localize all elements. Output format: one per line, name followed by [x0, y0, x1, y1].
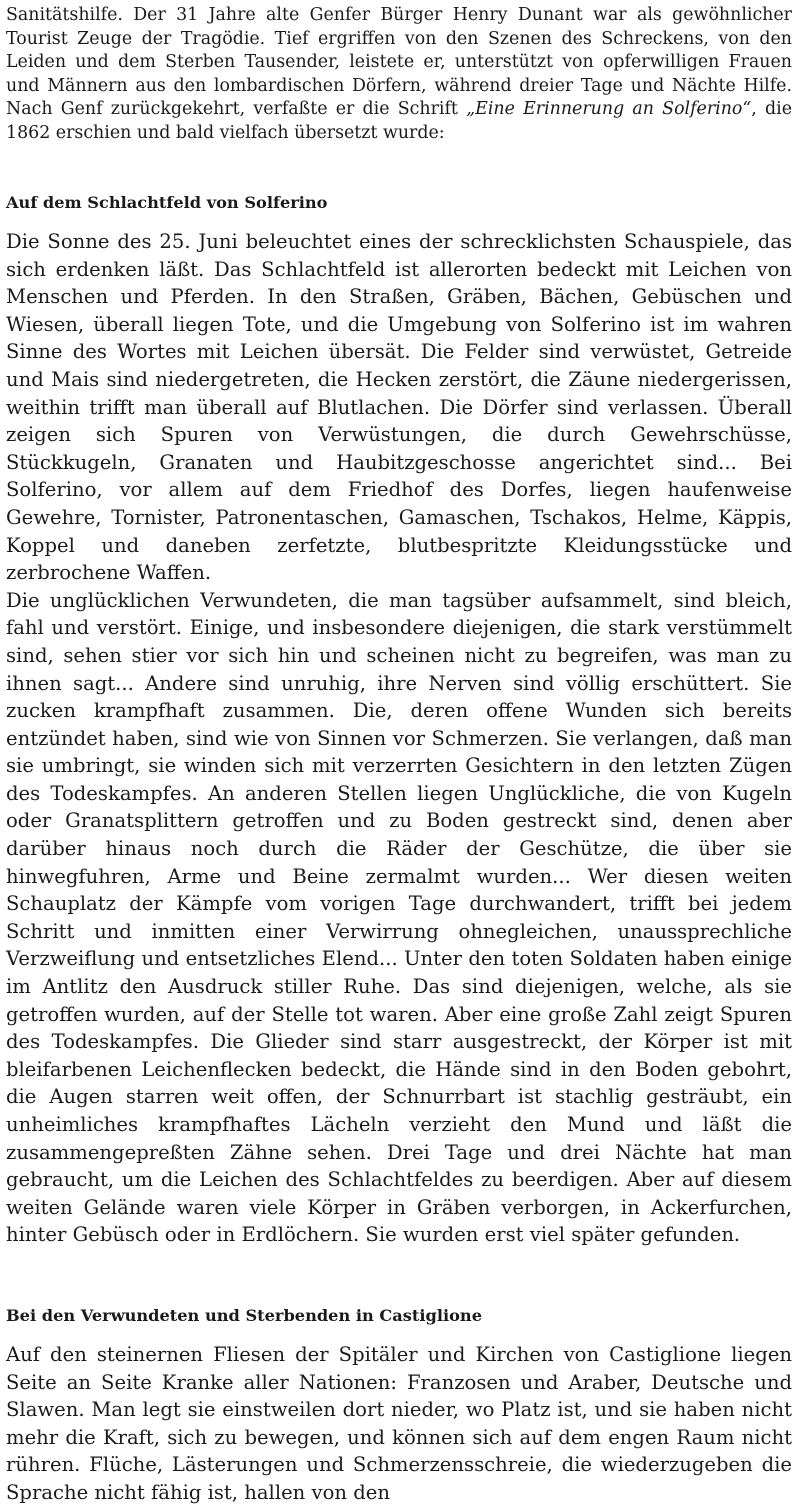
intro-text-start: Sanitätshilfe. Der 31 Jahre alte Genfer Bürger Henry Dunant war als gewöhnlicher Tourist Zeuge der Tragödie. Tief ergriffen von den Szenen des Schreckens, von den Leiden und dem Sterben Tausender, leistete er, unterstützt von opferwilligen Frauen und Männern aus den lombardischen Dörfern, während dreier Tage und Nächte Hilfe. Nach Genf zurückgekehrt, verfaßte er die Schrift [6, 5, 792, 119]
intro-text-end: , die 1862 erschien und bald vielfach übersetzt wurde: [6, 99, 793, 143]
document-page [6, 0, 792, 1507]
book-title: „Eine Erinnerung an Solferino“ [466, 99, 752, 119]
intro-paragraph [6, 0, 792, 145]
heading-castiglione: Bei den Verwundeten und Sterbenden in Castiglione [6, 1305, 483, 1325]
castiglione-paragraph-1: Auf den steinernen Fliesen der Spitäler und Kirchen von Castiglione liegen Seite an Seite Kranke aller Nationen: Franzosen und Araber, Deutsche und Slawen. Man legt sie einstweilen dort nieder, wo Platz ist, und sie haben nicht mehr die Kraft, sich zu bewegen, und können sich auf dem engen Raum nicht rühren. Flüche, Lästerungen und Schmerzensschreie, die wiederzugeben die Sprache nicht fähig ist, hallen von den [6, 1342, 792, 1504]
solferino-paragraph-2: Die unglücklichen Verwundeten, die man tagsüber aufsammelt, sind bleich, fahl und verstört. Einige, und insbesondere diejenigen, die stark verstümmelt sind, sehen stier vor sich hin und scheinen nicht zu begreifen, was man zu ihnen sagt... Andere sind unruhig, ihre Nerven sind völlig erschüttert. Sie zucken krampfhaft zusammen. Die, deren offene Wunden sich bereits entzündet haben, sind wie von Sinnen vor Schmerzen. Sie verlangen, daß man sie umbringt, sie winden sich mit verzerrten Gesichtern in den letzten Zügen des Todeskampfes. An anderen Stellen liegen Unglückliche, die von Kugeln oder Granatsplittern getroffen und zu Boden gestreckt sind, denen aber darüber hinaus noch durch die Räder der Geschütze, die über sie hinwegfuhren, Arme und Beine zermalmt wurden... Wer diesen weiten Schauplatz der Kämpfe vom vorigen Tage durchwandert, trifft bei jedem Schritt und inmitten einer Verwirrung ohnegleichen, unaussprechliche Verzweiflung und entsetzliches Elend... Unter den toten Soldaten haben einige im Antlitz den Ausdruck stiller Ruhe. Das sind diejenigen, welche, als sie getroffen wurden, auf der Stelle tot waren. Aber eine große Zahl zeigt Spuren des Todeskampfes. Die Glieder sind starr ausgestreckt, der Körper ist mit bleifarbenen Leichenflecken bedeckt, die Hände sind in den Boden gebohrt, die Augen starren weit offen, der Schnurrbart ist stachlig gesträubt, ein unheimliches krampfhaftes Lächeln verzieht den Mund und läßt die zusammengepreßten Zähne sehen. Drei Tage und drei Nächte hat man gebraucht, um die Leichen des Schlachtfeldes zu beerdigen. Aber auf diesem weiten Gelände waren viele Körper in Gräben verborgen, in Ackerfurchen, hinter Gebüsch oder in Erdlöchern. Sie wurden erst viel später gefunden. [6, 588, 792, 1247]
solferino-paragraph-1: Die Sonne des 25. Juni beleuchtet eines der schrecklichsten Schauspiele, das sich erdenken läßt. Das Schlachtfeld ist allerorten bedeckt mit Leichen von Menschen und Pferden. In den Straßen, Gräben, Bächen, Gebüschen und Wiesen, überall liegen Tote, und die Umgebung von Solferino ist im wahren Sinne des Wortes mit Leichen übersät. Die Felder sind verwüstet, Getreide und Mais sind niedergetreten, die Hecken zerstört, die Zäune niedergerissen, weithin trifft man überall auf Blutlachen. Die Dörfer sind verlassen. Überall zeigen sich Spuren von Verwüstungen, die durch Gewehrschüsse, Stückkugeln, Granaten und Haubitzgeschosse angerichtet sind... Bei Solferino, vor allem auf dem Friedhof des Dorfes, liegen haufenweise Gewehre, Tornister, Patronentaschen, Gamaschen, Tschakos, Helme, Käppis, Koppel und daneben zerfetzte, blutbespritzte Kleidungsstücke und zerbrochene Waffen. [6, 230, 792, 585]
heading-solferino: Auf dem Schlachtfeld von Solferino [6, 193, 328, 212]
